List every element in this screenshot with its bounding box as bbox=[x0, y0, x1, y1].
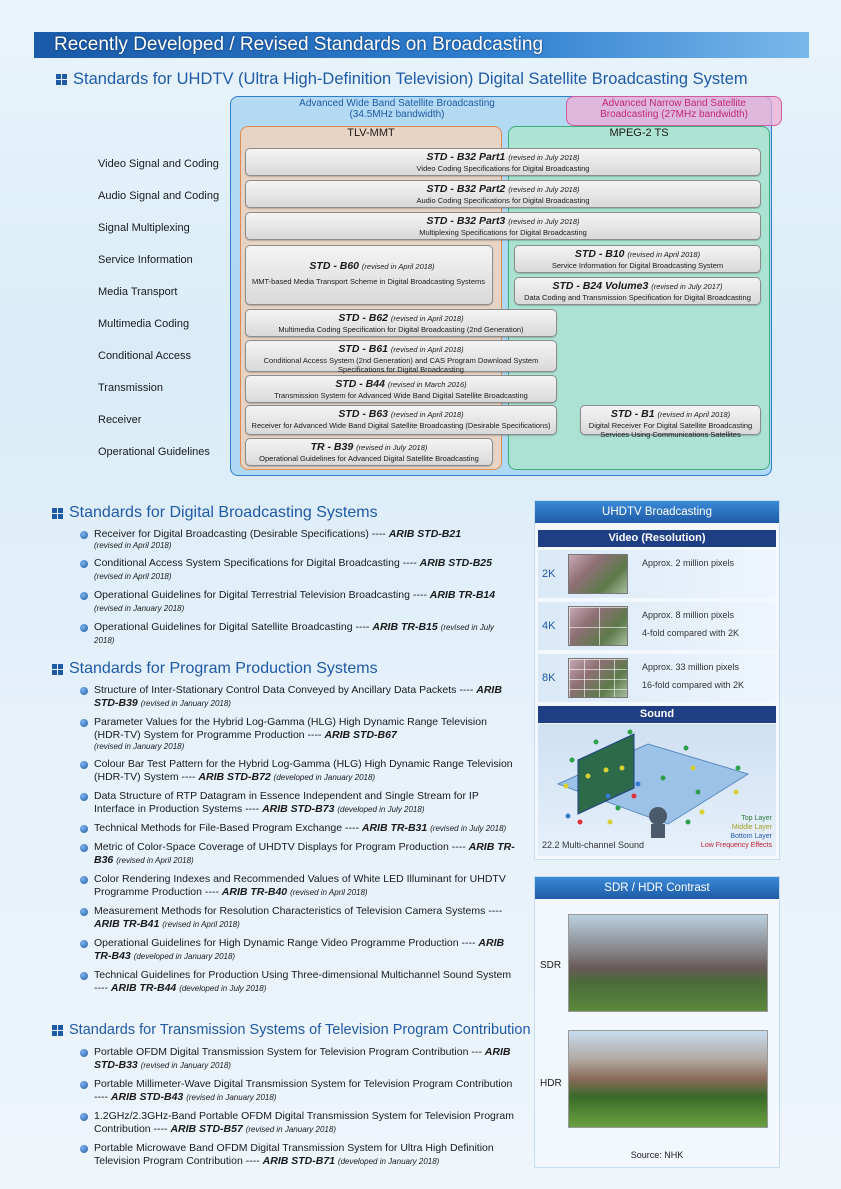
list-item: Receiver for Digital Broadcasting (Desirable Specifications) ---- ARIB STD-B21 (revised in April 2018) bbox=[74, 528, 516, 551]
std-b60: STD - B60 (revised in April 2018) MMT-based Media Transport Scheme in Digital Broadcasting Systems bbox=[245, 245, 493, 305]
image-source: Source: NHK bbox=[630, 1150, 684, 1160]
std-b62: STD - B62 (revised in April 2018) Multimedia Coding Specification for Digital Broadcasting (2nd Generation) bbox=[245, 309, 557, 337]
list-item: Colour Bar Test Pattern for the Hybrid Log-Gamma (HLG) High Dynamic Range Television (HDR-TV) System ---- ARIB STD-B72 (developed in January 2018) bbox=[74, 758, 516, 784]
page-title-band bbox=[34, 32, 809, 58]
bullet-squares-icon bbox=[52, 664, 63, 675]
std-b1: STD - B1 (revised in April 2018) Digital Receiver For Digital Satellite Broadcasting Services Using Communications Satellites bbox=[580, 405, 761, 435]
row-label: Audio Signal and Coding bbox=[98, 190, 220, 202]
bullet-squares-icon bbox=[52, 1025, 63, 1036]
std-b32-part1: STD - B32 Part1 (revised in July 2018) Video Coding Specifications for Digital Broadcasting bbox=[245, 148, 761, 176]
list-item: Structure of Inter-Stationary Control Data Conveyed by Ancillary Data Packets ---- ARIB STD-B39 (revised in January 2018) bbox=[74, 684, 516, 710]
std-b10: STD - B10 (revised in April 2018) Service Information for Digital Broadcasting System bbox=[514, 245, 761, 273]
row-label: Transmission bbox=[98, 382, 163, 394]
list-item: Operational Guidelines for High Dynamic Range Video Programme Production ---- ARIB TR-B43 (developed in January 2018) bbox=[74, 937, 516, 963]
video-resolution-title: Video (Resolution) bbox=[538, 530, 776, 547]
std-b63: STD - B63 (revised in April 2018) Receiver for Advanced Wide Band Digital Satellite Broadcasting (Desirable Specifications) bbox=[245, 405, 557, 435]
bullet-squares-icon bbox=[56, 74, 67, 85]
contribution-list bbox=[74, 1046, 516, 1174]
contrast-panel-title: SDR / HDR Contrast bbox=[535, 877, 779, 899]
wide-band-title: Advanced Wide Band Satellite Broadcasting (34.5MHz bandwidth) bbox=[299, 98, 495, 120]
list-item: Metric of Color-Space Coverage of UHDTV Displays for Program Production ---- ARIB TR-B36 (revised in April 2018) bbox=[74, 841, 516, 867]
sdr-stadium-image bbox=[568, 914, 768, 1012]
res-thumb bbox=[568, 606, 628, 646]
mpeg2-ts-label: MPEG-2 TS bbox=[609, 127, 669, 139]
tr-b39: TR - B39 (revised in July 2018) Operational Guidelines for Advanced Digital Satellite Broadcasting bbox=[245, 438, 493, 466]
list-item: Technical Guidelines for Production Using Three-dimensional Multichannel Sound System ---- ARIB TR-B44 (developed in July 2018) bbox=[74, 969, 516, 995]
std-b24-volume3: STD - B24 Volume3 (revised in July 2017) Data Coding and Transmission Specification for Digital Broadcasting bbox=[514, 277, 761, 305]
row-label: Operational Guidelines bbox=[98, 446, 210, 458]
speaker-legend: Top Layer Middle Layer Bottom Layer Low Frequency Effects bbox=[700, 815, 772, 849]
row-label: Media Transport bbox=[98, 286, 178, 298]
res-row-8k: 8K Approx. 33 million pixels 16-fold compared with 2K bbox=[538, 654, 776, 702]
list-item: Operational Guidelines for Digital Satellite Broadcasting ---- ARIB TR-B15 (revised in July 2018) bbox=[74, 621, 516, 647]
production-heading: Standards for Program Production Systems bbox=[52, 660, 378, 678]
list-item: Parameter Values for the Hybrid Log-Gamma (HLG) High Dynamic Range Television (HDR-TV) System for Programme Production ---- ARIB STD-B67 (revised in January 2018) bbox=[74, 716, 516, 752]
contribution-heading: Standards for Transmission Systems of Television Program Contribution bbox=[52, 1022, 531, 1038]
row-label: Service Information bbox=[98, 254, 193, 266]
list-item: Portable Microwave Band OFDM Digital Transmission System for Ultra High Definition Television Program Contribution ---- ARIB STD-B71 (developed in January 2018) bbox=[74, 1142, 516, 1168]
res-thumb bbox=[568, 658, 628, 698]
res-row-2k: 2K Approx. 2 million pixels bbox=[538, 550, 776, 598]
std-b32-part3: STD - B32 Part3 (revised in July 2018) Multiplexing Specifications for Digital Broadcasting bbox=[245, 212, 761, 240]
sound-diagram bbox=[538, 724, 776, 856]
uhdtv-panel-title: UHDTV Broadcasting bbox=[535, 501, 779, 523]
digital-list bbox=[74, 528, 516, 653]
res-row-4k: 4K Approx. 8 million pixels 4-fold compared with 2K bbox=[538, 602, 776, 650]
list-item: Operational Guidelines for Digital Terrestrial Television Broadcasting ---- ARIB TR-B14 (revised in January 2018) bbox=[74, 589, 516, 615]
production-list bbox=[74, 684, 516, 1001]
list-item: Portable OFDM Digital Transmission System for Television Program Contribution --- ARIB STD-B33 (revised in January 2018) bbox=[74, 1046, 516, 1072]
list-item: Data Structure of RTP Datagram in Essence Independent and Single Stream for IP Interface in Production Systems ---- ARIB STD-B73 (developed in July 2018) bbox=[74, 790, 516, 816]
uhdtv-heading: Standards for UHDTV (Ultra High-Definition Television) Digital Satellite Broadcasting System bbox=[56, 70, 748, 89]
std-b44: STD - B44 (revised in March 2016) Transmission System for Advanced Wide Band Digital Satellite Broadcasting bbox=[245, 375, 557, 403]
list-item: Conditional Access System Specifications for Digital Broadcasting ---- ARIB STD-B25 (revised in April 2018) bbox=[74, 557, 516, 583]
list-item: Color Rendering Indexes and Recommended Values of White LED Illuminant for UHDTV Programme Production ---- ARIB TR-B40 (revised in April 2018) bbox=[74, 873, 516, 899]
hdr-label: HDR bbox=[540, 1078, 562, 1089]
std-b32-part2: STD - B32 Part2 (revised in July 2018) Audio Coding Specifications for Digital Broadcasting bbox=[245, 180, 761, 208]
list-item: 1.2GHz/2.3GHz-Band Portable OFDM Digital Transmission System for Television Program Contribution ---- ARIB STD-B57 (revised in January 2018) bbox=[74, 1110, 516, 1136]
res-thumb bbox=[568, 554, 628, 594]
page-title: Recently Developed / Revised Standards on Broadcasting bbox=[54, 34, 544, 55]
std-b61: STD - B61 (revised in April 2018) Conditional Access System (2nd Generation) and CAS Program Download System Specifications for Digital Broadcasting bbox=[245, 340, 557, 372]
row-label: Signal Multiplexing bbox=[98, 222, 190, 234]
row-label: Multimedia Coding bbox=[98, 318, 190, 330]
row-label: Receiver bbox=[98, 414, 142, 426]
sdr-label: SDR bbox=[540, 960, 562, 971]
sound-caption: 22.2 Multi-channel Sound bbox=[542, 840, 645, 850]
list-item: Technical Methods for File-Based Program Exchange ---- ARIB TR-B31 (revised in July 2018) bbox=[74, 822, 516, 835]
row-label: Video Signal and Coding bbox=[98, 158, 219, 170]
tlv-mmt-label: TLV-MMT bbox=[347, 127, 395, 139]
list-item: Measurement Methods for Resolution Characteristics of Television Camera Systems ---- ARIB TR-B41 (revised in April 2018) bbox=[74, 905, 516, 931]
narrow-band-title: Advanced Narrow Band Satellite Broadcasting (27MHz bandwidth) bbox=[600, 98, 748, 120]
hdr-stadium-image bbox=[568, 1030, 768, 1128]
bullet-squares-icon bbox=[52, 508, 63, 519]
list-item: Portable Millimeter-Wave Digital Transmission System for Television Program Contribution ---- ARIB STD-B43 (revised in January 2018) bbox=[74, 1078, 516, 1104]
row-label: Conditional Access bbox=[98, 350, 191, 362]
digital-heading: Standards for Digital Broadcasting Systems bbox=[52, 504, 378, 522]
sound-title: Sound bbox=[538, 706, 776, 723]
